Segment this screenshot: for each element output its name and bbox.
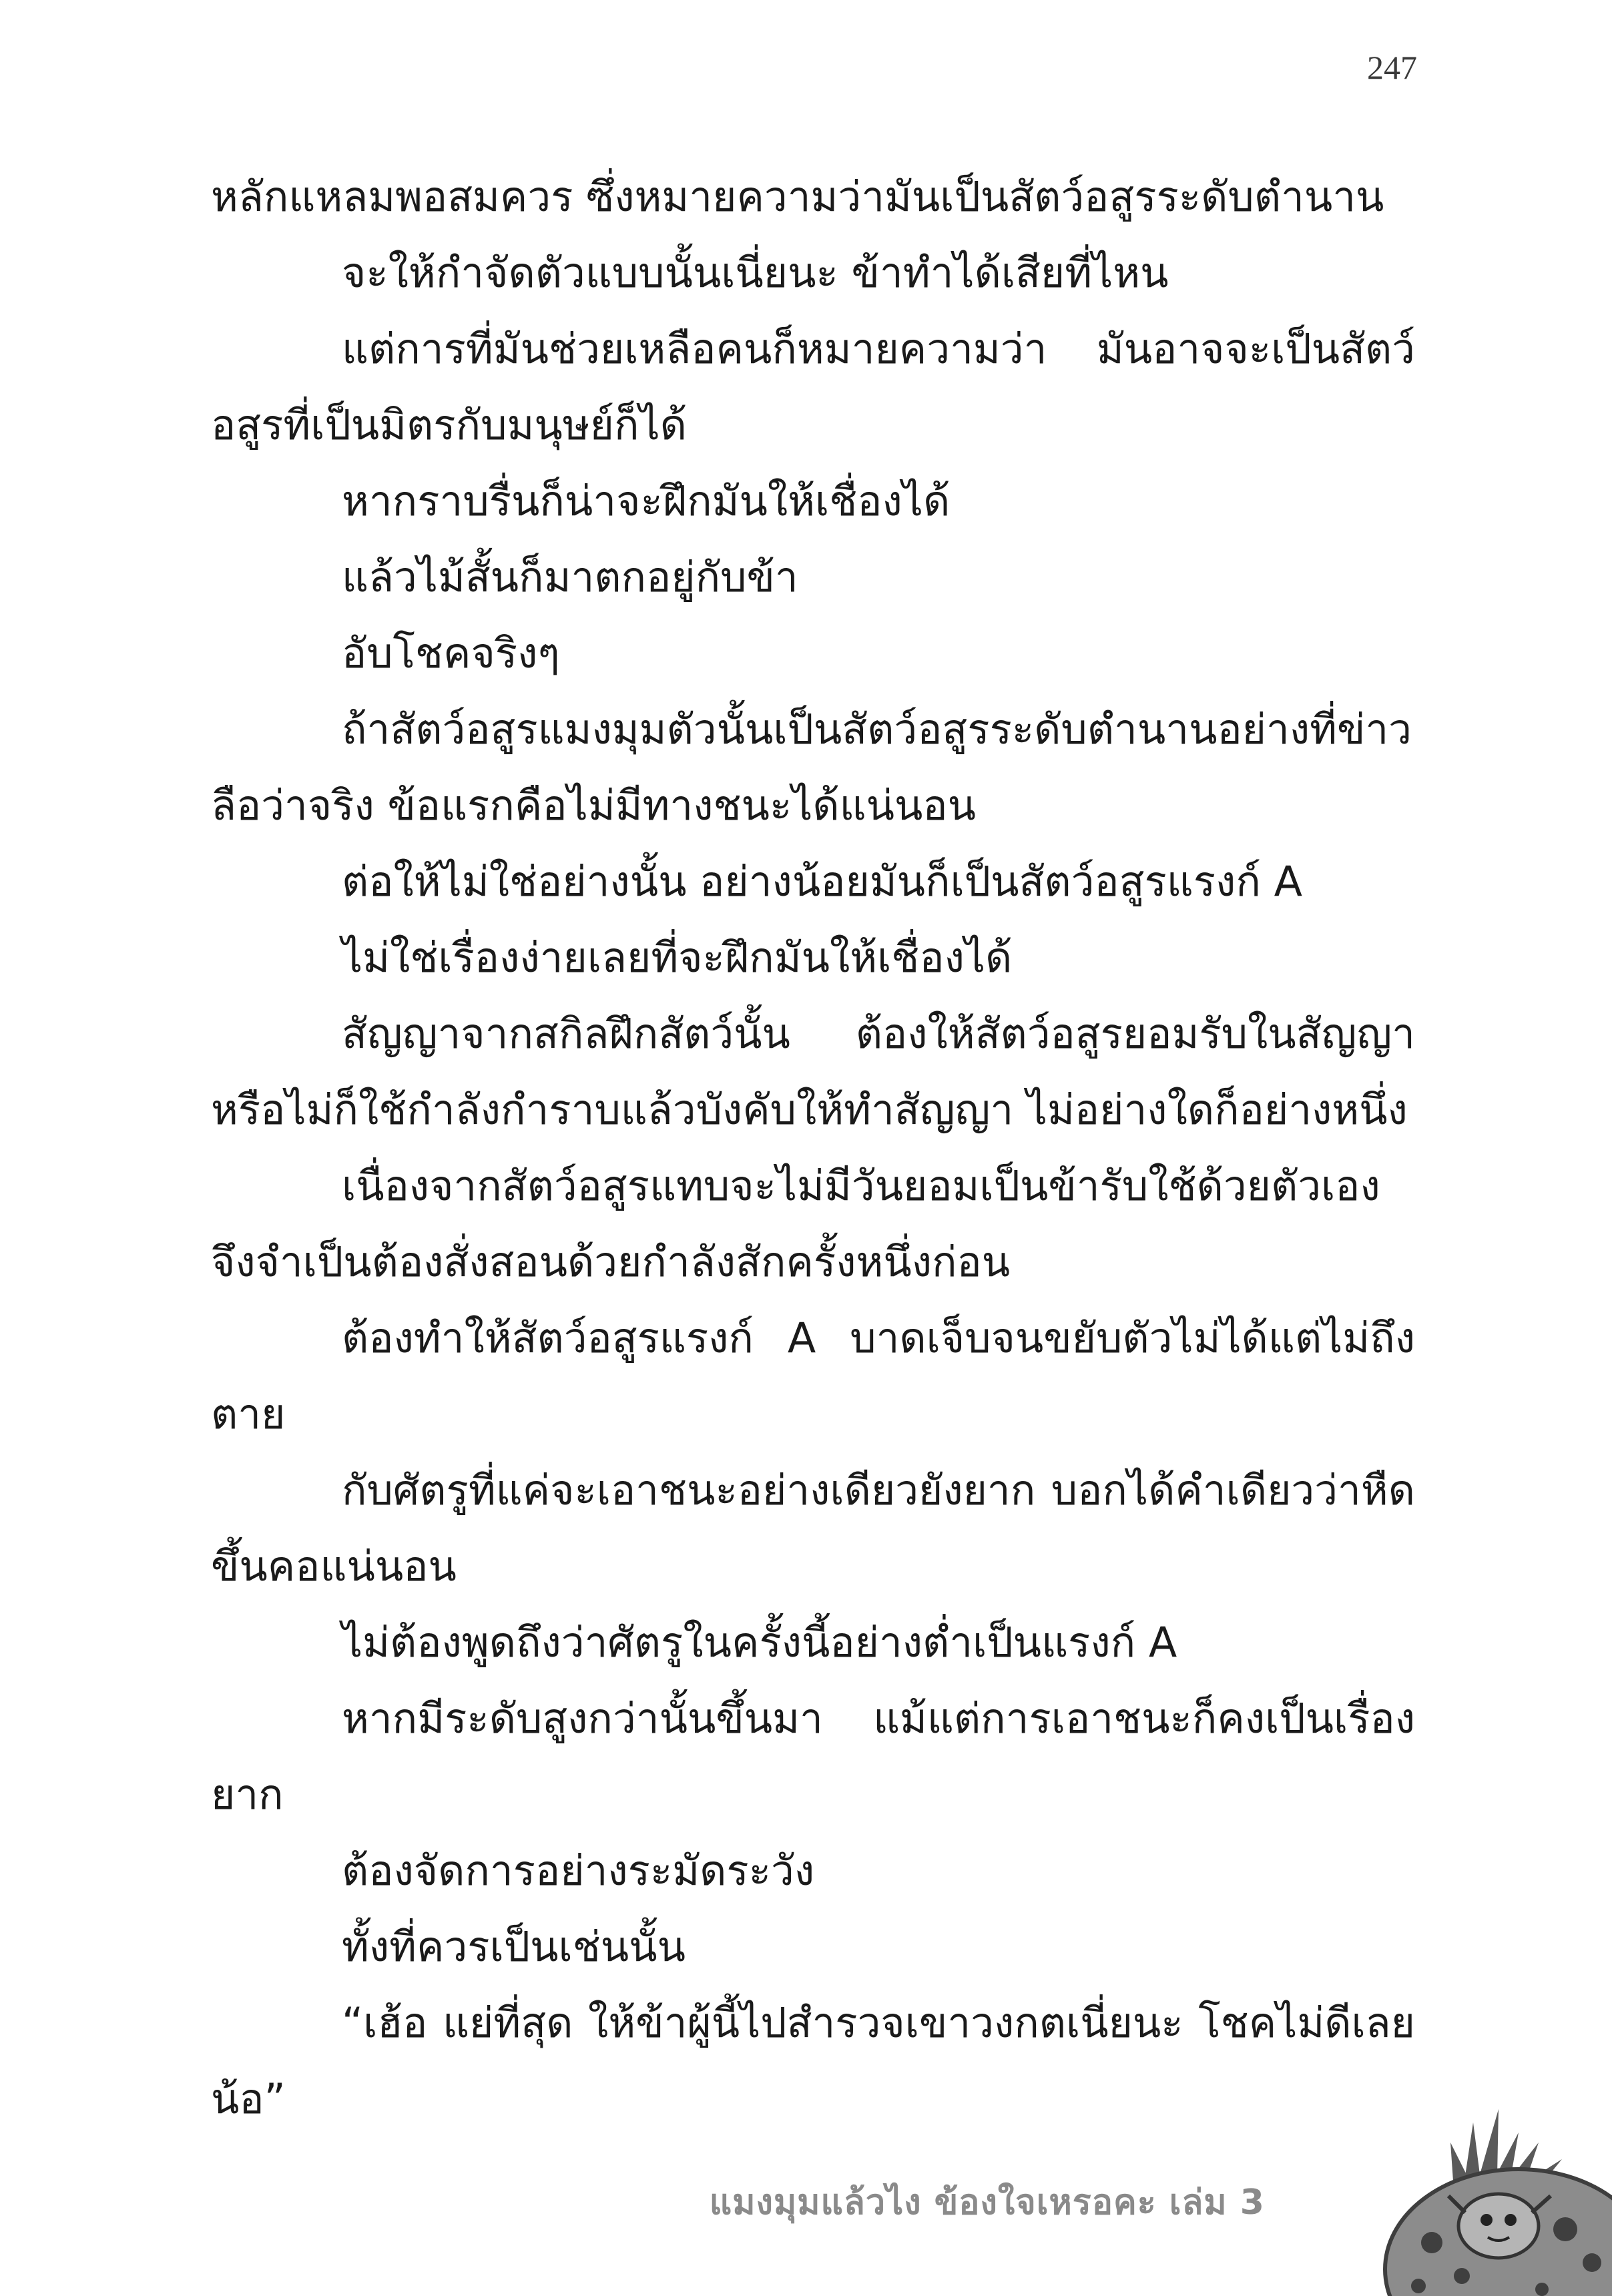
page-number: 247 — [1367, 49, 1417, 86]
paragraph: “เฮ้อ แย่ที่สุด ให้ข้าผู้นี้ไปสำรวจเขาวงกตเนี่ยนะ โชคไม่ดีเลยน้อ” — [211, 1998, 1415, 2123]
paragraph: เนื่องจากสัตว์อสูรแทบจะไม่มีวันยอมเป็นข้ารับใช้ด้วยตัวเองจึงจำเป็นต้องสั่งสอนด้วยกำลังสักครั้งหนึ่งก่อน — [211, 1161, 1380, 1286]
body-text — [211, 159, 1415, 2137]
paragraph: หากมีระดับสูงกว่านั้นขึ้นมา แม้แต่การเอาชนะก็คงเป็นเรื่องยาก — [211, 1694, 1415, 1819]
paragraph: กับศัตรูที่แค่จะเอาชนะอย่างเดียวยังยาก บอกได้คำเดียวว่าหืดขึ้นคอแน่นอน — [211, 1466, 1415, 1591]
paragraph: หากราบรื่นก็น่าจะฝึกมันให้เชื่องได้ — [342, 477, 951, 525]
paragraph: ถ้าสัตว์อสูรแมงมุมตัวนั้นเป็นสัตว์อสูรระดับตำนานอย่างที่ข่าวลือว่าจริง ข้อแรกคือไม่มีทางชนะได้แน่นอน — [211, 705, 1412, 830]
paragraph: จะให้กำจัดตัวแบบนั้นเนี่ยนะ ข้าทำได้เสียที่ไหน — [342, 248, 1169, 297]
paragraph: ต้องทำให้สัตว์อสูรแรงก์ A บาดเจ็บจนขยับตัวไม่ได้แต่ไม่ถึงตาย — [211, 1314, 1415, 1438]
paragraph: อับโชคจริงๆ — [342, 629, 560, 677]
paragraph: ต้องจัดการอย่างระมัดระวัง — [342, 1846, 815, 1895]
paragraph: หลักแหลมพอสมควร ซึ่งหมายความว่ามันเป็นสัตว์อสูรระดับตำนาน — [211, 172, 1384, 221]
paragraph: ทั้งที่ควรเป็นเช่นนั้น — [342, 1922, 686, 1971]
paragraph: แล้วไม้สั้นก็มาตกอยู่กับข้า — [342, 553, 798, 601]
spider-egg-mascot-icon — [1298, 2096, 1612, 2296]
paragraph: ไม่ต้องพูดถึงว่าศัตรูในครั้งนี้อย่างต่ำเป็นแรงก์ A — [342, 1618, 1177, 1667]
footer-book-title: แมงมุมแล้วไง ข้องใจเหรอคะ เล่ม 3 — [709, 2183, 1265, 2223]
paragraph: ไม่ใช่เรื่องง่ายเลยที่จะฝึกมันให้เชื่องได้ — [342, 933, 1013, 982]
paragraph: ต่อให้ไม่ใช่อย่างนั้น อย่างน้อยมันก็เป็นสัตว์อสูรแรงก์ A — [342, 857, 1302, 906]
paragraph: สัญญาจากสกิลฝึกสัตว์นั้น ต้องให้สัตว์อสูรยอมรับในสัญญาหรือไม่ก็ใช้กำลังกำราบแล้วบังคับให้ทำสัญญา ไม่อย่างใดก็อย่างหนึ่ง — [211, 1009, 1415, 1134]
paragraph: แต่การที่มันช่วยเหลือคนก็หมายความว่า มันอาจจะเป็นสัตว์อสูรที่เป็นมิตรกับมนุษย์ก็ได้ — [211, 324, 1415, 449]
